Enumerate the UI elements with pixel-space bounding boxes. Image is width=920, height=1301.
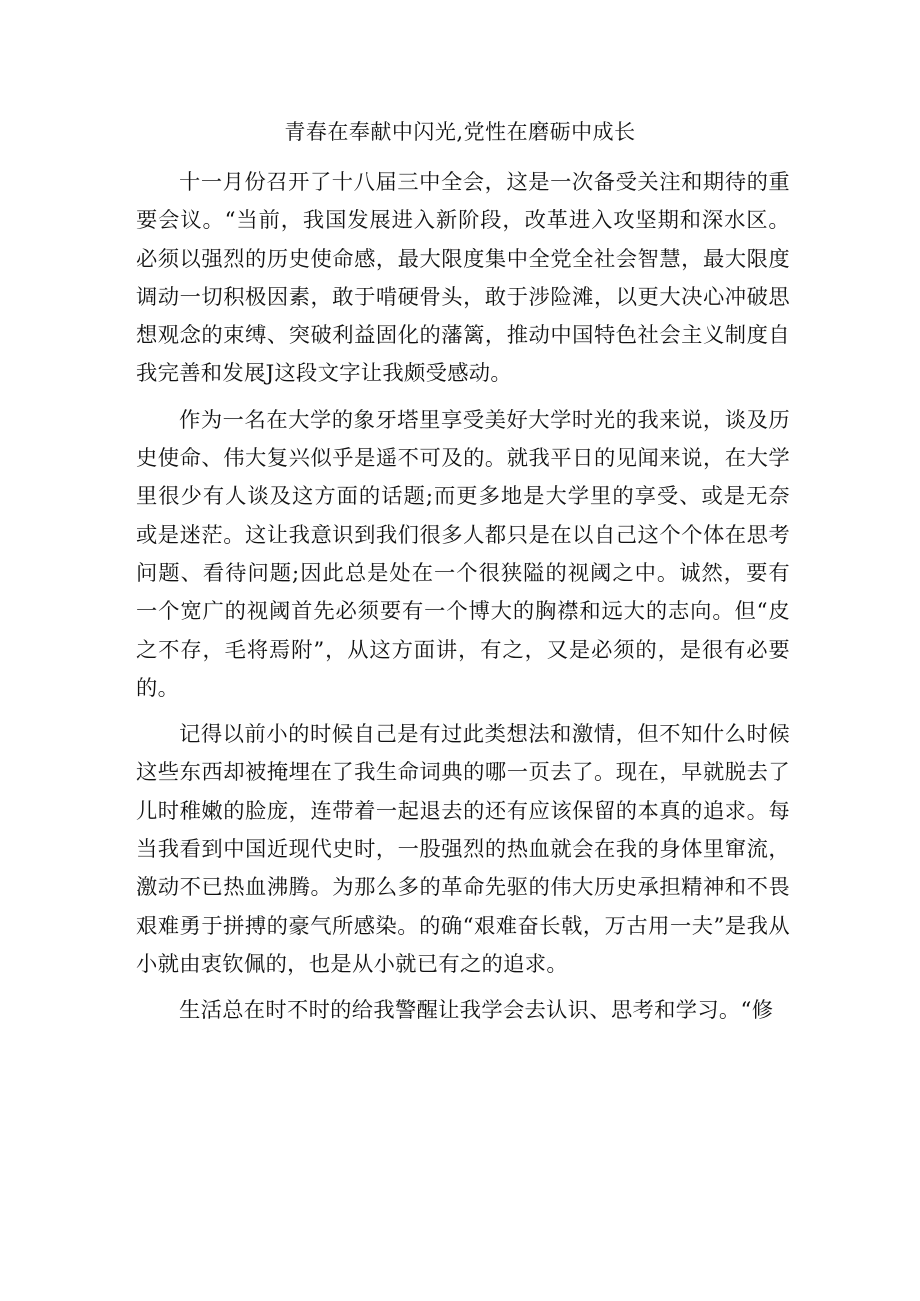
document-title: 青春在奉献中闪光,党性在磨砺中成长 [284,120,636,144]
paragraph-1: 十一月份召开了十八届三中全会，这是一次备受关注和期待的重要会议。“当前，我国发展进入新阶段，改革进入攻坚期和深水区。必须以强烈的历史使命感，最大限度集中全党全社会智慧，最大限度调动一切积极因素，敢于啃硬骨头，敢于涉险滩，以更大决心冲破思想观念的束缚、突破利益固化的藩篱，推动中国特色社会主义制度自我完善和发展J这段文字让我颇受感动。 [136,170,790,387]
paragraph-4: 生活总在时不时的给我警醒让我学会去认识、思考和学习。“修 [179,998,774,1024]
paragraph-2: 作为一名在大学的象牙塔里享受美好大学时光的我来说，谈及历史使命、伟大复兴似乎是遥不可及的。就我平日的见闻来说，在大学里很少有人谈及这方面的话题;而更多地是大学里的享受、或是无奈或是迷茫。这让我意识到我们很多人都只是在以自己这个个体在思考问题、看待问题;因此总是处在一个很狭隘的视阈之中。诚然，要有一个宽广的视阈首先必须要有一个博大的胸襟和远大的志向。但“皮之不存，毛将焉附”，从这方面讲，有之，又是必须的，是很有必要的。 [136,407,790,701]
document-body [136,164,790,1039]
paragraph-3: 记得以前小的时候自己是有过此类想法和激情，但不知什么时候这些东西却被掩埋在了我生命词典的哪一页去了。现在，早就脱去了儿时稚嫩的脸庞，连带着一起退去的还有应该保留的本真的追求。每当我看到中国近现代史时，一股强烈的热血就会在我的身体里窜流，激动不已热血沸腾。为那么多的革命先驱的伟大历史承担精神和不畏艰难勇于拼搏的豪气所感染。的确“艰难奋长戟，万古用一夫”是我从小就由衷钦佩的，也是从小就已有之的追求。 [136,722,790,977]
